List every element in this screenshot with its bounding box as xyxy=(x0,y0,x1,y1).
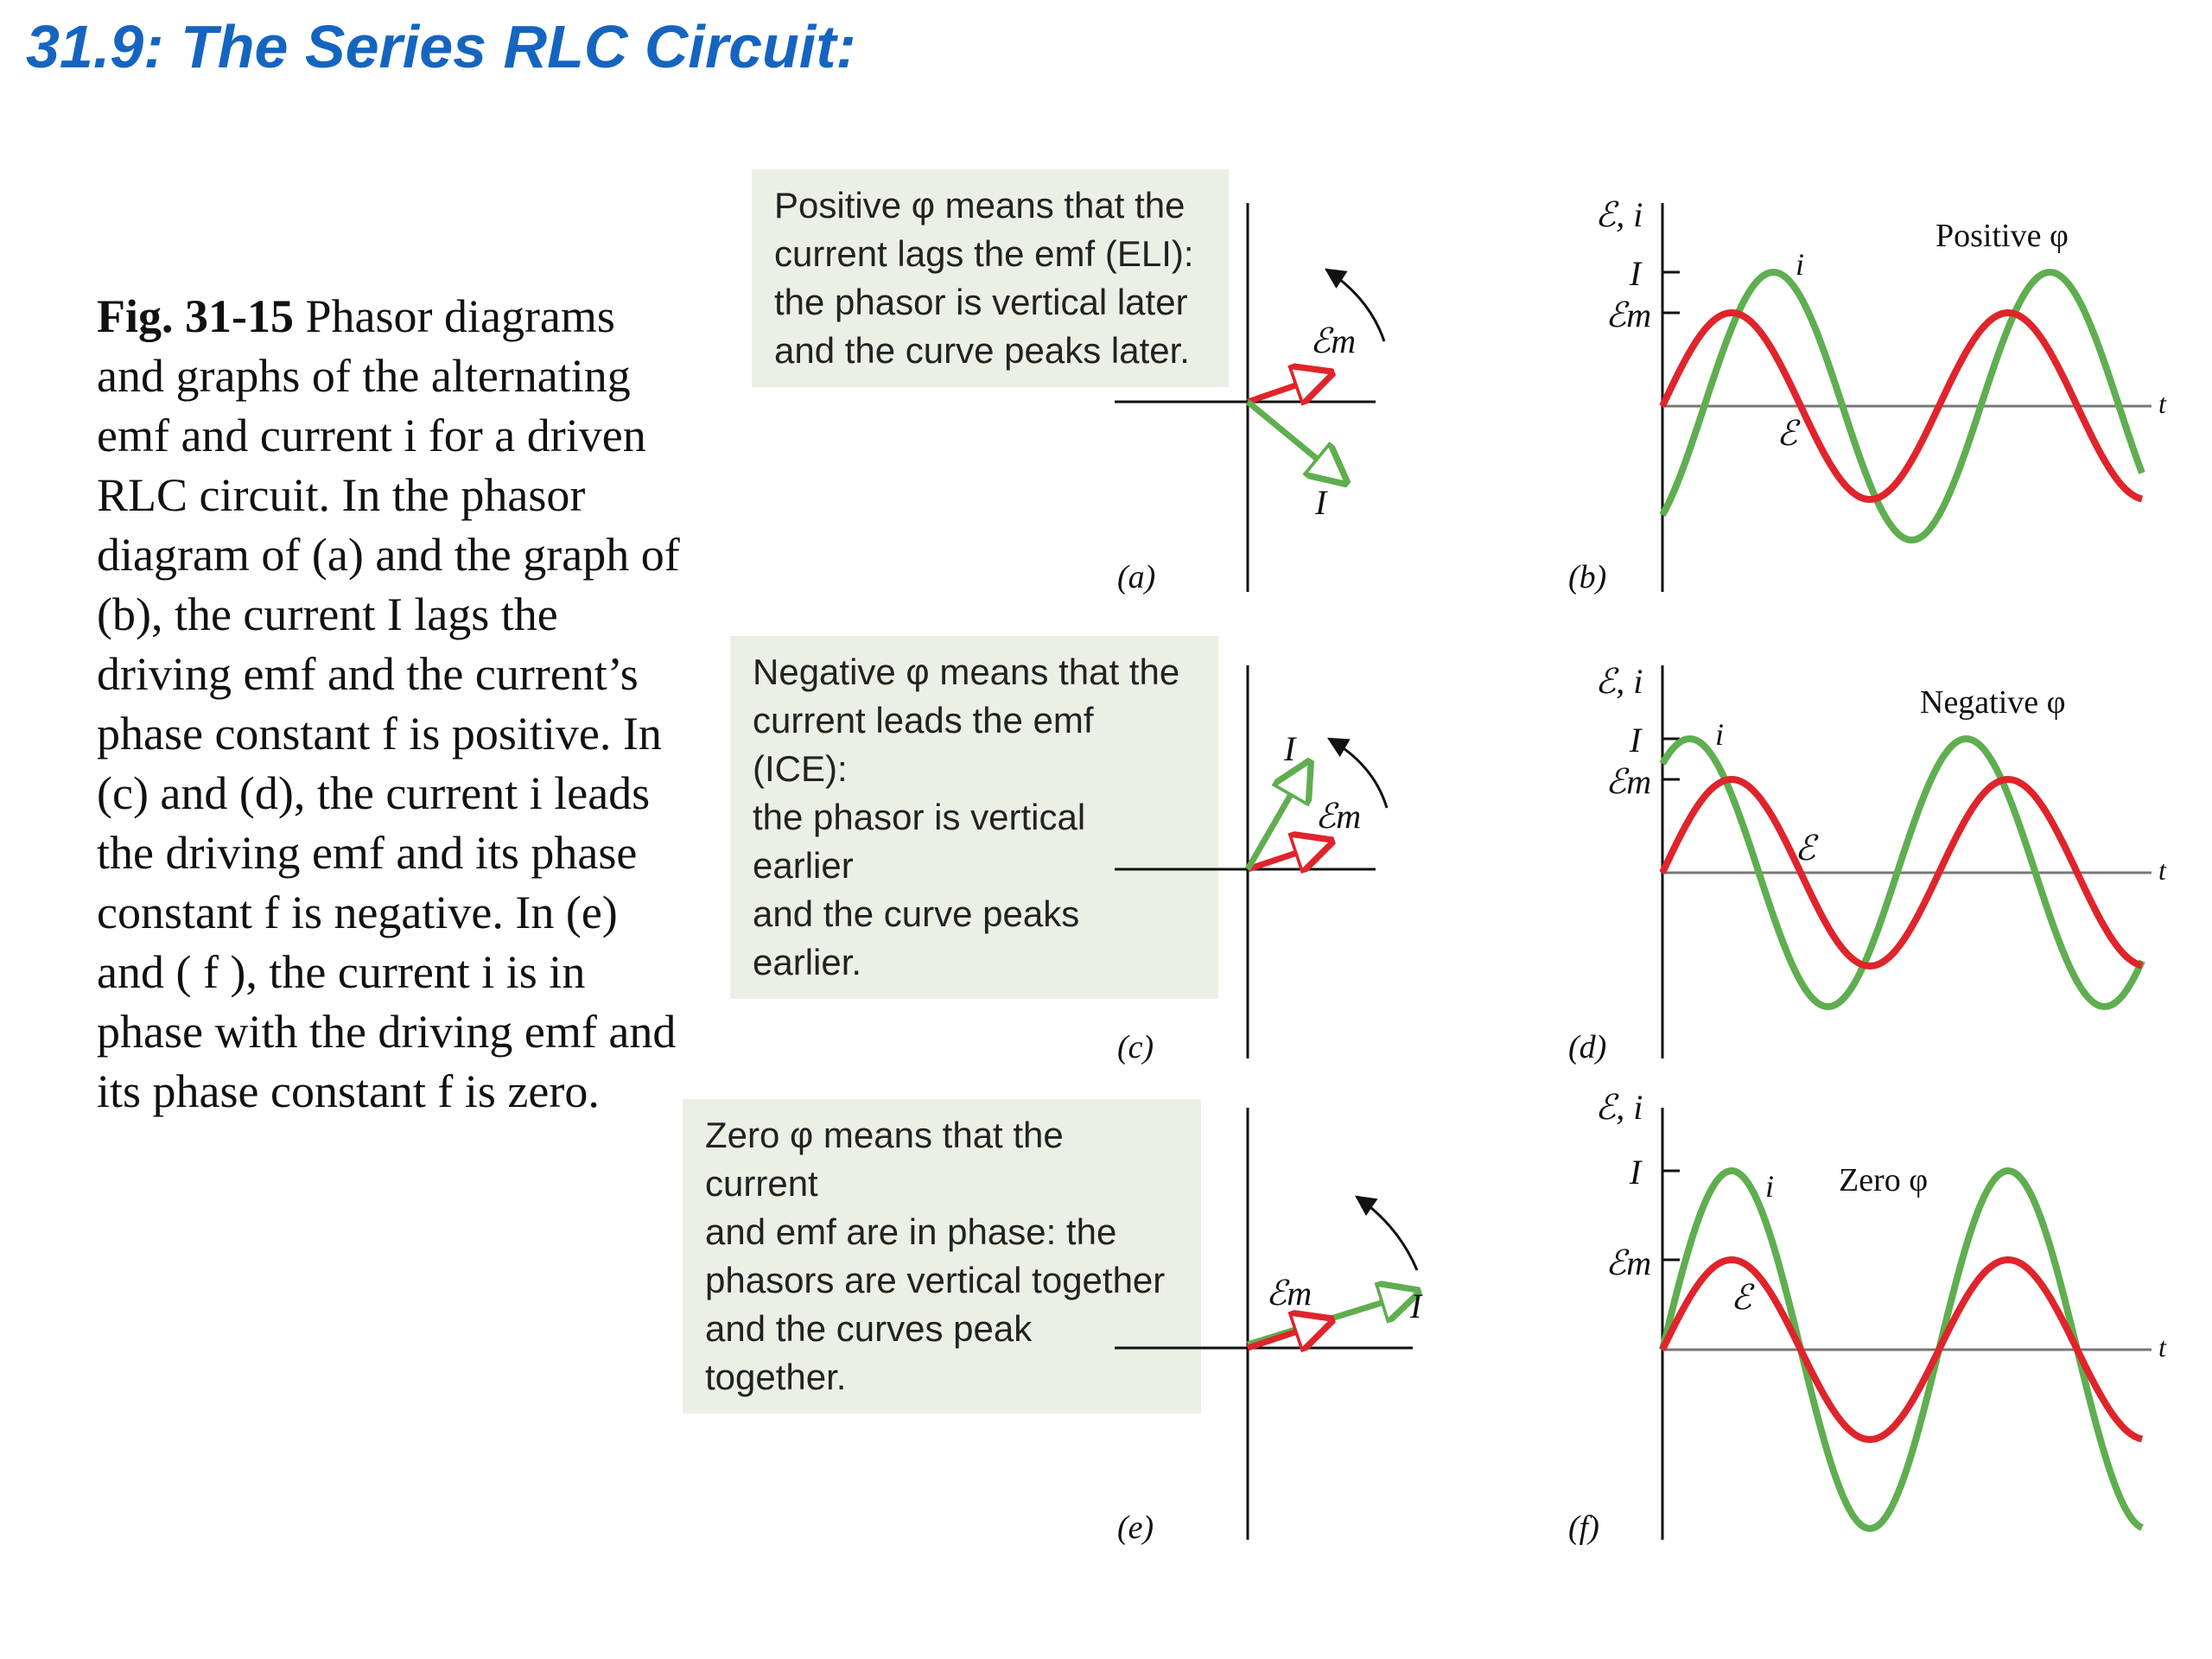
page-title: 31.9: The Series RLC Circuit: xyxy=(26,13,856,80)
phasor-a-emf-arrow xyxy=(1248,373,1331,402)
graph-f-axis-label: ℰ, i xyxy=(1595,1088,1643,1127)
phasor-a-current-label: I xyxy=(1315,483,1327,522)
panel-label-e: (e) xyxy=(1117,1510,1154,1546)
graph-d xyxy=(1568,662,2167,1065)
graph-f-t-label: t xyxy=(2158,1332,2166,1363)
graph-b xyxy=(1568,195,2167,595)
phasor-diagram-e xyxy=(1115,1108,1423,1546)
graph-b-I-label: I xyxy=(1630,254,1642,293)
caption-label: Fig. 31-15 xyxy=(97,290,294,342)
graph-f-Em-label: ℰm xyxy=(1605,1243,1652,1282)
graph-d-phase-label: Negative φ xyxy=(1920,684,2066,721)
graph-b-i-label: i xyxy=(1796,247,1805,282)
note-positive-phase: Positive φ means that the current lags the emf (ELI): the phasor is vertical later and the curve peaks later. xyxy=(752,169,1229,387)
graph-d-I-label: I xyxy=(1630,721,1642,760)
phasor-c-current-label: I xyxy=(1284,729,1296,768)
graph-b-Em-label: ℰm xyxy=(1605,296,1652,334)
graph-f-i-label: i xyxy=(1765,1169,1775,1204)
panel-label-f: (f) xyxy=(1568,1510,1599,1546)
graph-d-t-label: t xyxy=(2158,855,2166,886)
graph-f-I-label: I xyxy=(1630,1153,1642,1192)
graph-d-axis-label: ℰ, i xyxy=(1595,662,1643,701)
graph-b-t-label: t xyxy=(2158,388,2166,419)
phasor-diagram-c xyxy=(1115,665,1387,1065)
panel-label-c: (c) xyxy=(1117,1029,1154,1065)
phasor-diagram-a xyxy=(1115,203,1384,595)
phasor-e-current-label: I xyxy=(1410,1287,1422,1325)
graph-b-axis-label: ℰ, i xyxy=(1595,195,1643,234)
graph-d-Em-label: ℰm xyxy=(1605,762,1652,801)
phasor-c-emf-label: ℰm xyxy=(1315,797,1362,836)
graph-b-emf-label: ℰ xyxy=(1777,414,1798,453)
panel-label-d: (d) xyxy=(1568,1029,1607,1065)
graph-d-emf-label: ℰ xyxy=(1795,829,1816,868)
phasor-e-rotation-arrow xyxy=(1357,1197,1417,1270)
phasor-e-emf-label: ℰm xyxy=(1266,1274,1313,1313)
graph-b-phase-label: Positive φ xyxy=(1936,218,2069,254)
phasor-a-current-arrow xyxy=(1248,402,1345,482)
graph-f xyxy=(1568,1088,2167,1546)
panel-label-a: (a) xyxy=(1117,559,1156,595)
note-negative-phase: Negative φ means that the current leads the emf (ICE): the phasor is vertical earlier and the curve peaks earlier. xyxy=(730,636,1218,999)
caption-text: Phasor diagrams and graphs of the alternating emf and current i for a driven RLC circuit. In the phasor diagram of (a) and the graph of (b), the current I lags the driving emf and the current’s phase constant f is positive. In (c) and (d), the current i leads the driving emf and its phase constant f is negative. In (e) and ( f ), the current i is in phase with the driving emf and its phase constant f is zero. xyxy=(97,290,680,1117)
graph-f-phase-label: Zero φ xyxy=(1839,1162,1929,1198)
panel-label-b: (b) xyxy=(1568,559,1607,595)
graph-d-i-label: i xyxy=(1715,717,1725,752)
graph-f-emf-label: ℰ xyxy=(1731,1278,1752,1317)
phasor-a-emf-label: ℰm xyxy=(1310,321,1357,360)
phasor-e-emf-arrow xyxy=(1248,1320,1331,1348)
note-zero-phase: Zero φ means that the current and emf are in phase: the phasors are vertical together and the curves peak together. xyxy=(683,1099,1201,1414)
